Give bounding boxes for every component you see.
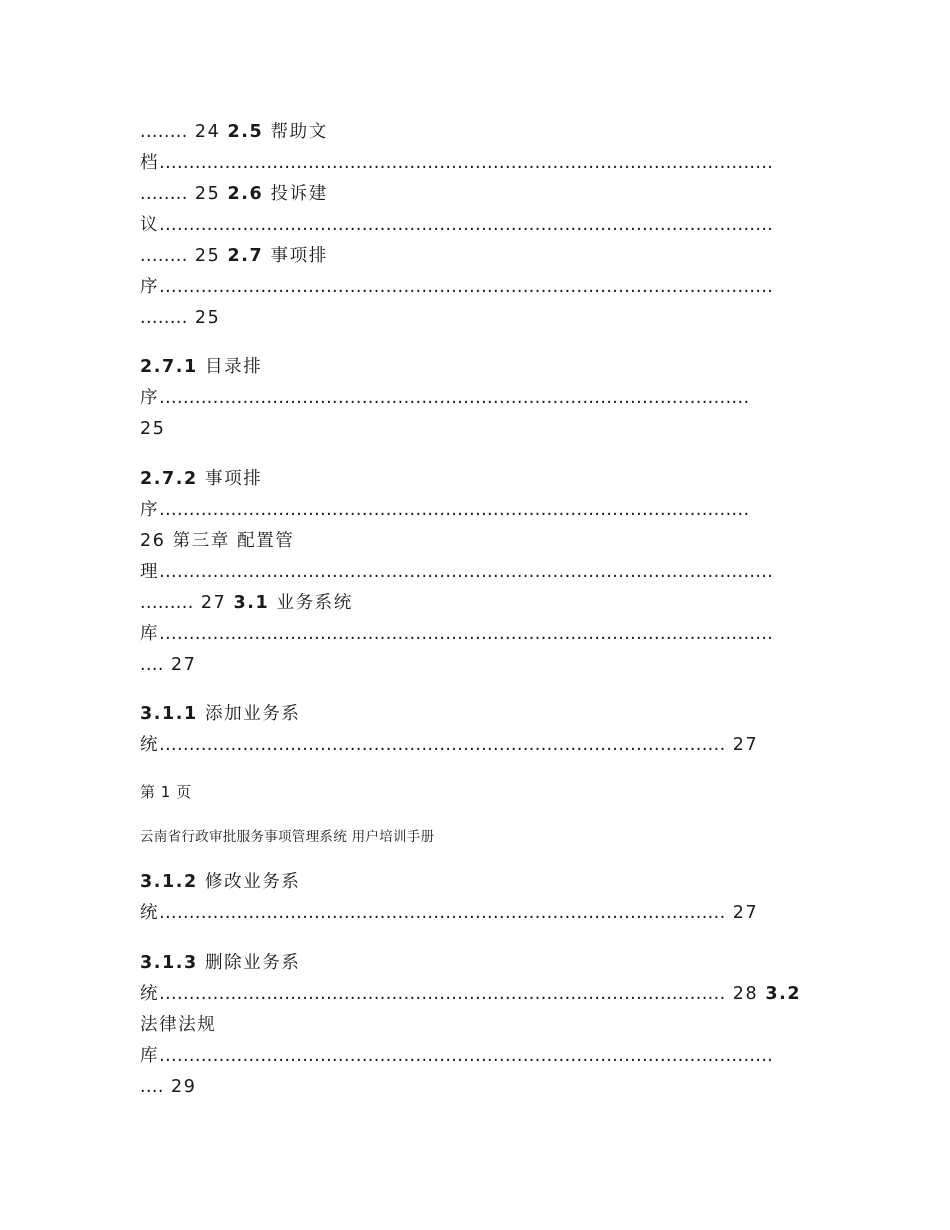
toc-line: 序....................................................................................................... [140,277,774,297]
toc-line: ........ 24 2.5 帮助文 [140,122,328,142]
page-header: 云南省行政审批服务事项管理系统 用户培训手册 [140,829,435,845]
toc-line: 2.7.2 事项排 [140,469,263,489]
toc-line: 序................................................................................................... [140,388,750,408]
toc-line: 26 第三章 配置管 [140,531,295,551]
toc-line: ........ 25 2.6 投诉建 [140,184,328,204]
toc-line: .... 27 [140,655,197,675]
toc-line: ........ 25 2.7 事项排 [140,246,328,266]
toc-line: 统............................................................................................... 27 [140,903,759,923]
toc-line: 3.1.2 修改业务系 [140,872,301,892]
toc-line: 3.1.1 添加业务系 [140,704,301,724]
toc-line: 档....................................................................................................... [140,153,774,173]
toc-line: 议....................................................................................................... [140,215,774,235]
toc-line: 3.1.3 删除业务系 [140,953,301,973]
toc-line: 序................................................................................................... [140,500,750,520]
toc-line: ......... 27 3.1 业务系统 [140,593,353,613]
toc-line: 2.7.1 目录排 [140,357,263,377]
toc-line: 25 [140,419,166,439]
toc-line: 法律法规 [140,1015,217,1035]
toc-line: ........ 25 [140,308,221,328]
page-footer: 第 1 页 [140,783,192,801]
toc-line: .... 29 [140,1077,197,1097]
toc-line: 库....................................................................................................... [140,1046,774,1066]
toc-line: 库....................................................................................................... [140,624,774,644]
toc-line: 统............................................................................................... 27 [140,735,759,755]
toc-line: 统............................................................................................... 28 3.2 [140,984,802,1004]
toc-line: 理....................................................................................................... [140,562,774,582]
